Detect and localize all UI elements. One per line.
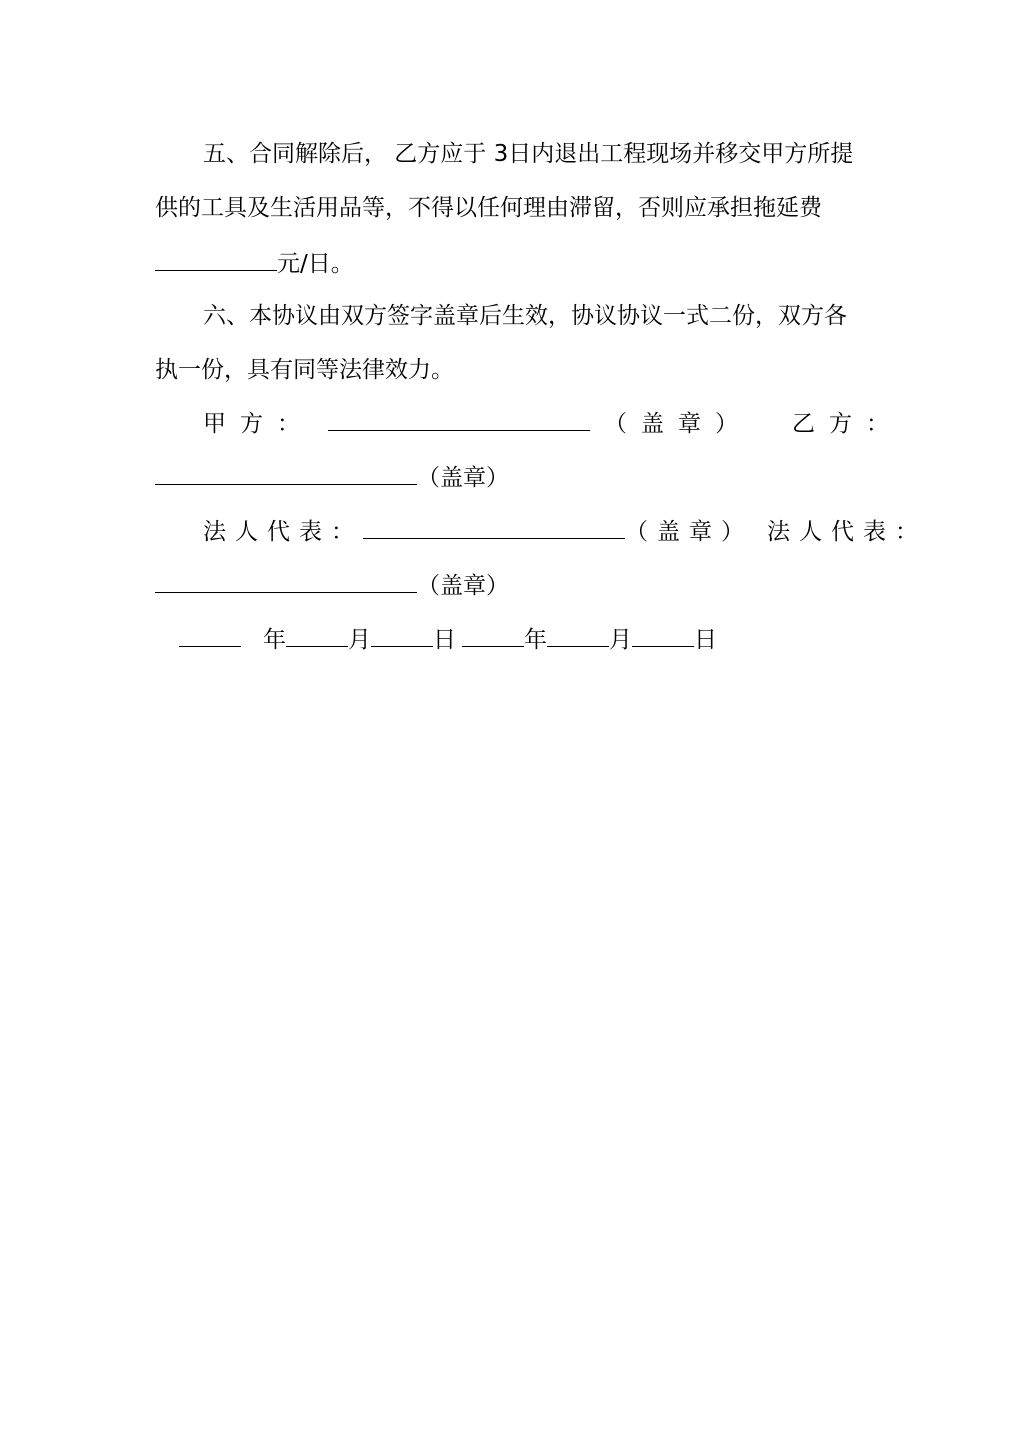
clause-5-line-2: 供的工具及生活用品等，不得以任何理由滞留，否则应承担拖延费 xyxy=(155,195,822,221)
party-b-blank[interactable] xyxy=(155,460,417,485)
clause-5-line-3 xyxy=(155,246,354,280)
year-a-label: 年 xyxy=(263,627,286,653)
rep-a-label: 法人代表： xyxy=(203,519,363,545)
month-b-blank[interactable] xyxy=(547,622,609,647)
day-a-blank[interactable] xyxy=(371,622,433,647)
date-line xyxy=(179,622,717,656)
party-signature-line xyxy=(203,406,903,440)
rep-b-seal: （盖章） xyxy=(417,573,509,599)
rep-b-signature-line xyxy=(155,568,509,602)
year-b-blank[interactable] xyxy=(462,622,524,647)
party-b-signature-line xyxy=(155,460,509,494)
day-b-blank[interactable] xyxy=(632,622,694,647)
clause-6-line-1: 六、本协议由双方签字盖章后生效，协议协议一式二份，双方各 xyxy=(203,303,847,329)
rep-a-blank[interactable] xyxy=(363,514,625,539)
clause-5-line-1: 五、合同解除后， 乙方应于 3日内退出工程现场并移交甲方所提 xyxy=(203,141,854,167)
delay-fee-unit: 元/日。 xyxy=(277,251,354,277)
delay-fee-blank[interactable] xyxy=(155,246,277,271)
party-a-label: 甲方： xyxy=(203,411,314,437)
day-a-label: 日 xyxy=(433,627,456,653)
day-b-label: 日 xyxy=(694,627,717,653)
representative-signature-line xyxy=(203,514,927,548)
party-a-blank[interactable] xyxy=(328,406,590,431)
rep-b-blank[interactable] xyxy=(155,568,417,593)
party-b-label: 乙方： xyxy=(792,411,903,437)
rep-a-seal: （盖章） xyxy=(625,519,753,545)
year-a-blank[interactable] xyxy=(179,622,241,647)
rep-b-label: 法人代表： xyxy=(767,519,927,545)
month-a-blank[interactable] xyxy=(286,622,348,647)
month-b-label: 月 xyxy=(609,627,632,653)
party-b-seal: （盖章） xyxy=(417,465,509,491)
clause-6-line-2: 执一份，具有同等法律效力。 xyxy=(155,357,454,383)
party-a-seal: （盖章） xyxy=(604,411,752,437)
month-a-label: 月 xyxy=(348,627,371,653)
year-b-label: 年 xyxy=(524,627,547,653)
